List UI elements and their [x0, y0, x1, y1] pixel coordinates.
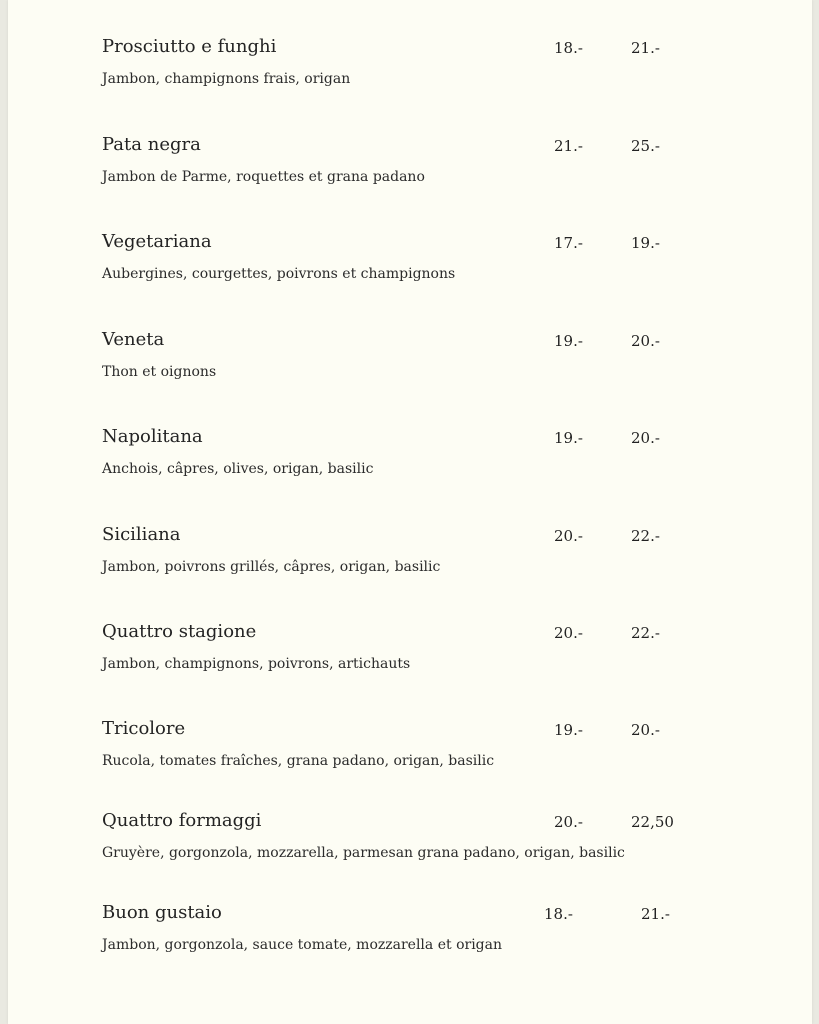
price-small: 20.- [554, 624, 583, 642]
price-large: 21.- [631, 39, 660, 57]
price-large: 22.- [631, 624, 660, 642]
menu-item [102, 328, 802, 388]
price-small: 19.- [554, 332, 583, 350]
price-large: 20.- [631, 332, 660, 350]
pizza-name: Tricolore [102, 718, 186, 739]
price-large: 19.- [631, 234, 660, 252]
price-small: 18.- [544, 905, 573, 923]
menu-item [102, 523, 802, 583]
menu-item [102, 809, 802, 869]
menu-item [102, 230, 802, 290]
pizza-name: Buon gustaio [102, 902, 222, 923]
price-large: 20.- [631, 721, 660, 739]
price-small: 21.- [554, 137, 583, 155]
pizza-name: Siciliana [102, 524, 181, 545]
pizza-name: Pata negra [102, 134, 201, 155]
pizza-description: Gruyère, gorgonzola, mozzarella, parmesan grana padano, origan, basilic [102, 845, 625, 861]
pizza-name: Veneta [102, 329, 165, 350]
price-large: 22.- [631, 527, 660, 545]
pizza-name: Quattro stagione [102, 621, 257, 642]
price-small: 18.- [554, 39, 583, 57]
pizza-name: Napolitana [102, 426, 203, 447]
menu-item [102, 620, 802, 680]
pizza-description: Jambon, poivrons grillés, câpres, origan, basilic [102, 559, 441, 575]
price-small: 20.- [554, 813, 583, 831]
pizza-description: Anchois, câpres, olives, origan, basilic [102, 461, 374, 477]
price-small: 19.- [554, 429, 583, 447]
price-small: 19.- [554, 721, 583, 739]
menu-item [102, 901, 802, 961]
pizza-name: Vegetariana [102, 231, 212, 252]
menu-page [8, 0, 812, 1024]
pizza-name: Prosciutto e funghi [102, 36, 277, 57]
menu-item [102, 717, 802, 777]
price-large: 20.- [631, 429, 660, 447]
pizza-description: Jambon, champignons, poivrons, artichauts [102, 656, 411, 672]
price-small: 20.- [554, 527, 583, 545]
pizza-description: Aubergines, courgettes, poivrons et champignons [102, 266, 456, 282]
price-large: 25.- [631, 137, 660, 155]
pizza-description: Thon et oignons [102, 364, 217, 380]
menu-item [102, 133, 802, 193]
menu-item [102, 35, 802, 95]
pizza-description: Rucola, tomates fraîches, grana padano, origan, basilic [102, 753, 495, 769]
price-large: 21.- [641, 905, 670, 923]
pizza-description: Jambon de Parme, roquettes et grana padano [102, 169, 425, 185]
pizza-description: Jambon, gorgonzola, sauce tomate, mozzarella et origan [102, 937, 502, 953]
price-large: 22,50 [631, 813, 674, 831]
pizza-name: Quattro formaggi [102, 810, 262, 831]
menu-item [102, 425, 802, 485]
pizza-description: Jambon, champignons frais, origan [102, 71, 351, 87]
price-small: 17.- [554, 234, 583, 252]
